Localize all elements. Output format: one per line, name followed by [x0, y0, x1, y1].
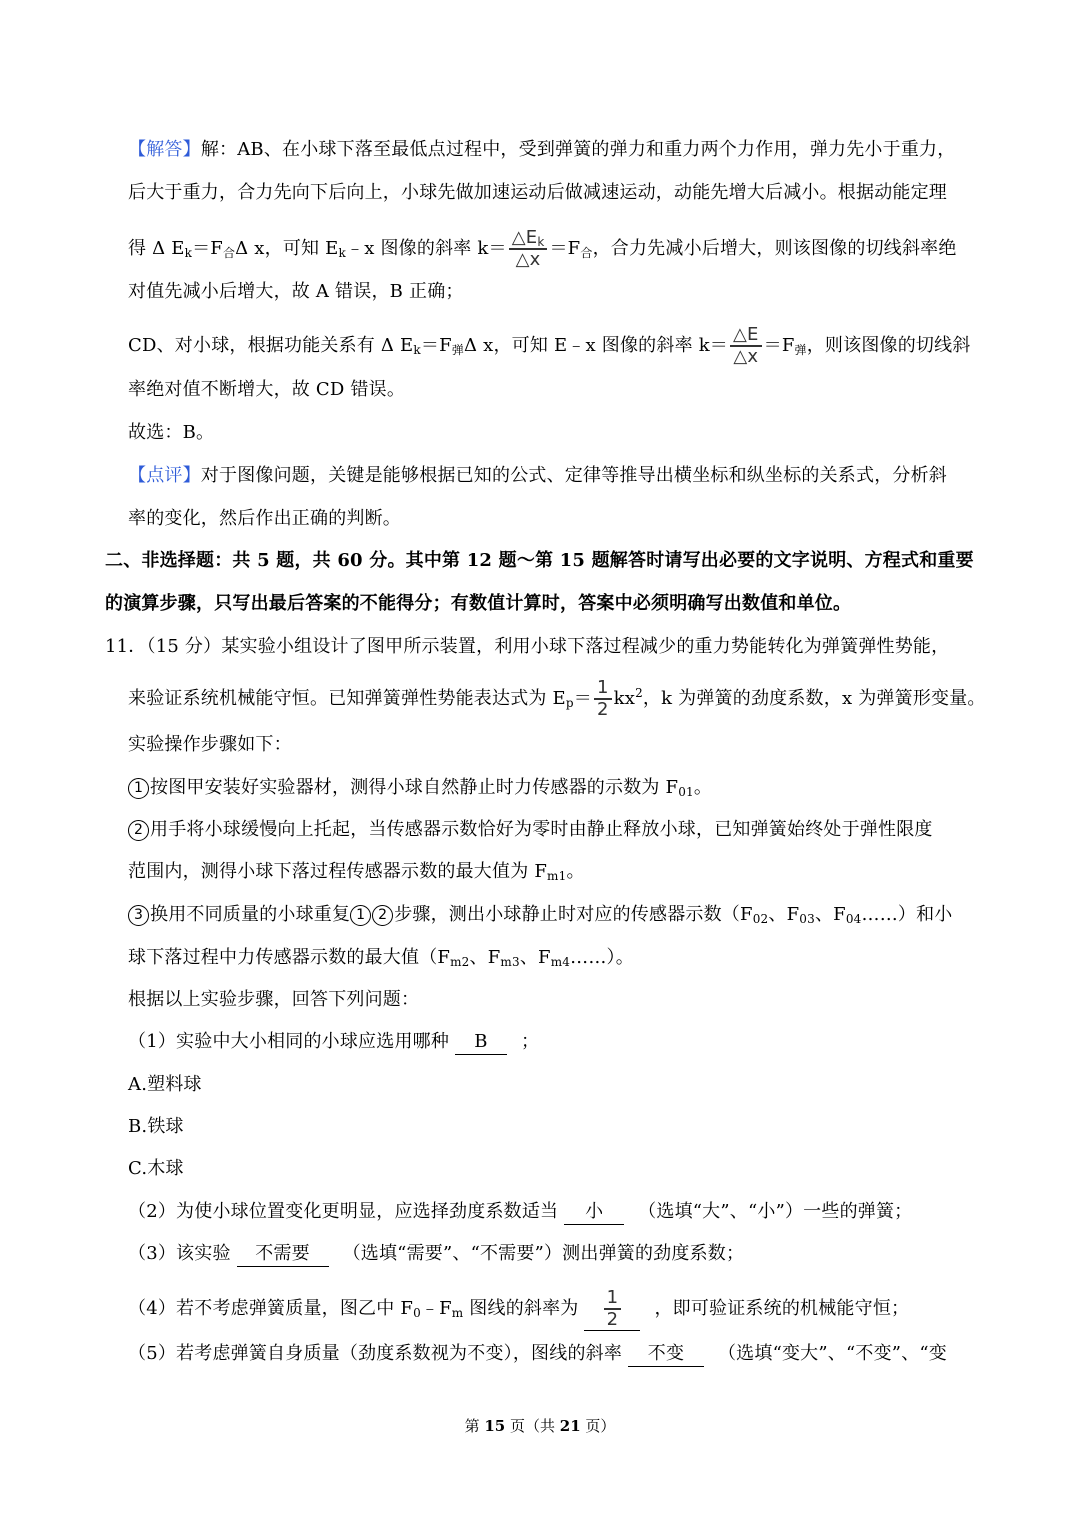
comment-line-1: 【点评】对于图像问题，关键是能够根据已知的公式、定律等推导出横坐标和纵坐标的关系式，分析斜: [128, 465, 948, 486]
solution-line-4: 对值先减小后增大，故 A 错误，B 正确；: [128, 281, 464, 302]
answer-blank-5: 不变: [628, 1342, 704, 1367]
q11-step-2-cont: 范围内，测得小球下落过程传感器示数的最大值为 $F_{m1}$。: [128, 861, 585, 883]
q11-line-2: 来验证系统机械能守恒。已知弹簧弹性势能表达式为 $E_p=$ $\frac{1}{2}$ $kx^2$，k 为弹簧的劲度系数，x 为弹簧形变量。: [128, 677, 986, 720]
comment-tag: 【点评】: [128, 465, 201, 486]
circled-number-2: 2: [128, 820, 149, 841]
q11-part-5: （5）若考虑弹簧自身质量（劲度系数视为不变），图线的斜率 不变 （选填“变大”、“不变”、“变: [128, 1340, 947, 1368]
option-b: B.铁球: [128, 1116, 184, 1137]
q11-ask: 根据以上实验步骤，回答下列问题：: [128, 989, 420, 1010]
answer-blank-2: 小: [564, 1200, 624, 1225]
option-c: C.木球: [128, 1158, 184, 1179]
circled-number-3: 3: [128, 905, 149, 926]
q11-part-4: （4）若不考虑弹簧质量，图乙中 $F_0﹣F_m$ 图线的斜率为 $\frac{1}{2}$ ，即可验证系统的机械能守恒；: [128, 1287, 910, 1330]
solution-line-6: 率绝对值不断增大，故 CD 错误。: [128, 379, 406, 400]
circled-number-1: 1: [128, 778, 149, 799]
solution-tag: 【解答】: [128, 139, 201, 160]
solution-line-5: CD、对小球，根据功能关系有 Δ $E_k=F_弹\Delta$ x，可知 E﹣x 图像的斜率 k＝ $\frac{\triangle E}{\triangle x}$ $=F_弹$，则该图像的切线斜: [128, 324, 971, 367]
q11-line-1: 11．（15 分）某实验小组设计了图甲所示装置，利用小球下落过程减少的重力势能转化为弹簧弹性势能，: [105, 636, 950, 657]
comment-line-2: 率的变化，然后作出正确的判断。: [128, 508, 401, 529]
q11-part-2: （2）为使小球位置变化更明显，应选择劲度系数适当 小 （选填“大”、“小”）一些的弹簧；: [128, 1198, 912, 1226]
slope-fraction-e: $\frac{\triangle E}{\triangle x}$: [730, 325, 762, 367]
q11-step-3: 3 换用不同质量的小球重复 1 2 步骤，测出小球静止时对应的传感器示数（$F_{02}$、$F_{03}$、$F_{04}\dots\dots$）和小: [128, 901, 953, 929]
solution-line-3: 得 Δ $E_k=F_合\Delta$ x，可知 $E_k﹣x$ 图像的斜率 k＝ $\frac{\triangle E_k}{\triangle x}$ $=F_合$，合力先减小后增大，则该图像的切线斜率绝: [128, 227, 957, 270]
q11-part-3: （3）该实验 不需要 （选填“需要”、“不需要”）测出弹簧的劲度系数；: [128, 1240, 744, 1268]
q11-steps-intro: 实验操作步骤如下：: [128, 734, 292, 755]
section2-heading-2: 的演算步骤，只写出最后答案的不能得分；有数值计算时，答案中必须明确写出数值和单位。: [105, 593, 852, 614]
q11-part-1: （1）实验中大小相同的小球应选用哪种 B ；: [128, 1028, 539, 1056]
answer-blank-1: B: [455, 1030, 507, 1055]
answer-blank-3: 不需要: [237, 1242, 329, 1267]
slope-fraction-ek: $\frac{\triangle E_k}{\triangle x}$: [509, 228, 548, 270]
section2-heading-1: 二、非选择题：共 5 题，共 60 分。其中第 12 题～第 15 题解答时请写出必要的文字说明、方程式和重要: [105, 550, 974, 571]
solution-line-2: 后大于重力，合力先向下后向上，小球先做加速运动后做减速运动，动能先增大后减小。根据动能定理: [128, 182, 947, 203]
q11-step-3-cont: 球下落过程中力传感器示数的最大值（$F_{m2}$、$F_{m3}$、$F_{m4}\dots\dots$）。: [128, 947, 634, 969]
page-number: 15: [484, 1417, 506, 1435]
half-fraction: $\frac{1}{2}$: [594, 678, 612, 720]
solution-line-7: 故选：B。: [128, 422, 215, 443]
answer-blank-4: $\frac{1}{2}$: [584, 1288, 640, 1331]
option-a: A.塑料球: [128, 1074, 202, 1095]
q11-step-1: 1 按图甲安装好实验器材，测得小球自然静止时力传感器的示数为 $F_{01}$。: [128, 774, 712, 802]
page-footer: 第 15 页（共 21 页）: [464, 1417, 616, 1435]
solution-line-1: 【解答】解：AB、在小球下落至最低点过程中，受到弹簧的弹力和重力两个力作用，弹力先小于重力，: [128, 139, 956, 160]
q11-step-2: 2 用手将小球缓慢向上托起，当传感器示数恰好为零时由静止释放小球，已知弹簧始终处于弹性限度: [128, 816, 933, 844]
page-total: 21: [559, 1417, 581, 1435]
